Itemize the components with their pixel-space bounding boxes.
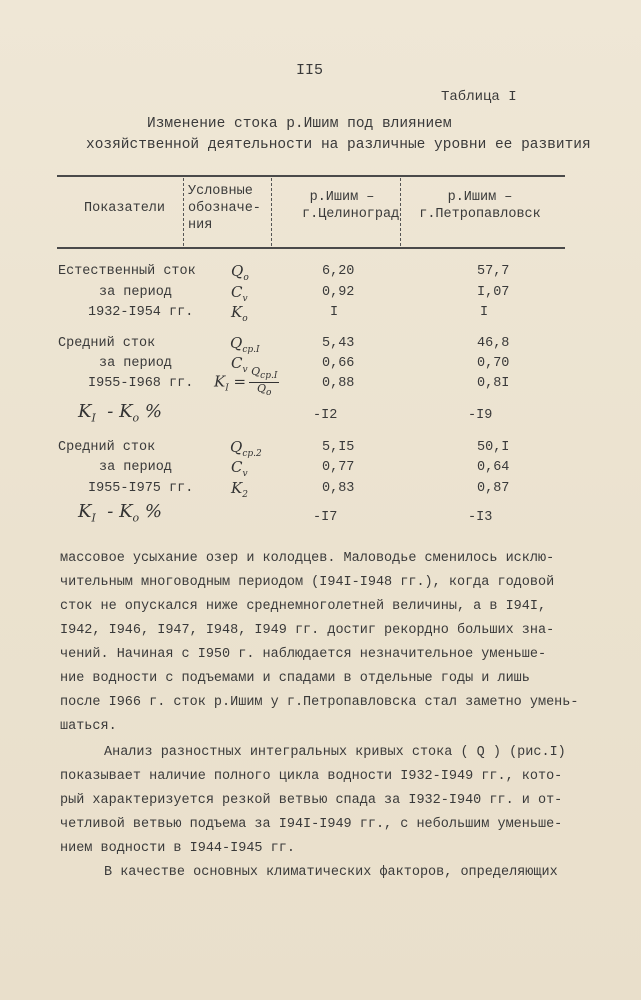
difference-formula: $K_I - K_o$ % <box>78 401 162 425</box>
column-separator <box>183 178 184 246</box>
paragraph-line: четливой ветвью подъема за I94I-I949 гг., с небольшим уменьше- <box>60 817 563 832</box>
paragraph-line: I942, I946, I947, I948, I949 гг. достиг рекордно больших зна- <box>60 623 555 638</box>
column-separator <box>271 178 272 246</box>
table-label: Таблица I <box>441 89 517 105</box>
header-tselinograd: р.Ишим – г.Целиноград <box>302 190 400 222</box>
value-petropavlovsk: 0,8I <box>477 376 510 391</box>
row-label: за период <box>99 356 172 371</box>
row-label: Естественный сток <box>58 264 196 279</box>
table-title-line-1: Изменение стока р.Ишим под влиянием <box>147 116 452 132</box>
value-tselinograd: 0,92 <box>322 285 355 300</box>
row-symbol: $C_v$ <box>231 458 248 479</box>
value-petropavlovsk: -I3 <box>468 510 493 525</box>
table-header-rule <box>57 247 565 249</box>
value-tselinograd: I <box>330 305 339 320</box>
value-tselinograd: -I2 <box>313 408 338 423</box>
ratio-formula: $K_I$ = $\frac{Q_{ср.I}}{Q_o}$ <box>214 365 278 399</box>
row-symbol: $Q_{ср.2}$ <box>230 438 262 459</box>
paragraph-line: рый характеризуется резкой ветвью спада за I932-I940 гг. и от- <box>60 793 563 808</box>
value-tselinograd: 5,43 <box>322 336 355 351</box>
value-petropavlovsk: -I9 <box>468 408 493 423</box>
table-title-line-2: хозяйственной деятельности на различные уровни ее развития <box>86 137 591 153</box>
value-petropavlovsk: I <box>480 305 489 320</box>
page-number: II5 <box>296 62 324 79</box>
row-label: Средний сток <box>58 336 156 351</box>
paragraph-line: В качестве основных климатических факторов, определяющих <box>104 865 558 880</box>
row-symbol: $C_v$ <box>231 354 248 375</box>
paragraph-line: сток не опускался ниже среднемноголетней величины, а в I94I, <box>60 599 547 614</box>
paragraph-line: после I966 г. сток р.Ишим у г.Петропавловска стал заметно умень- <box>60 695 579 710</box>
row-label: за период <box>99 285 172 300</box>
row-symbol: $K_2$ <box>231 479 248 500</box>
column-separator <box>400 178 401 246</box>
row-symbol: $C_v$ <box>231 283 248 304</box>
value-tselinograd: 0,83 <box>322 481 355 496</box>
row-symbol: $Q_o$ <box>231 262 249 283</box>
value-petropavlovsk: I,07 <box>477 285 510 300</box>
paragraph-line: Анализ разностных интегральных кривых стока ( Q ) (рис.I) <box>104 745 566 760</box>
value-tselinograd: 5,I5 <box>322 440 355 455</box>
paragraph-line: чений. Начиная с I950 г. наблюдается незначительное уменьше- <box>60 647 547 662</box>
value-petropavlovsk: 0,87 <box>477 481 510 496</box>
value-tselinograd: 0,88 <box>322 376 355 391</box>
value-petropavlovsk: 50,I <box>477 440 510 455</box>
value-tselinograd: 0,77 <box>322 460 355 475</box>
difference-formula: $K_I - K_o$ % <box>78 501 162 525</box>
paragraph-line: шаться. <box>60 719 117 734</box>
header-petropavlovsk: р.Ишим – г.Петропавловск <box>419 190 541 222</box>
paragraph-line: показывает наличие полного цикла водности I932-I949 гг., кото- <box>60 769 563 784</box>
value-petropavlovsk: 57,7 <box>477 264 510 279</box>
header-symbols: Условные обозначе- ния <box>188 184 261 233</box>
row-symbol: $Q_{ср.I}$ <box>230 334 260 355</box>
row-label: за период <box>99 460 172 475</box>
value-petropavlovsk: 0,64 <box>477 460 510 475</box>
paragraph-line: чительным многоводным периодом (I94I-I948 гг.), когда годовой <box>60 575 555 590</box>
value-petropavlovsk: 46,8 <box>477 336 510 351</box>
paragraph-line: массовое усыхание озер и колодцев. Маловодье сменилось исклю- <box>60 551 555 566</box>
header-indicators: Показатели <box>84 201 166 216</box>
value-tselinograd: 6,20 <box>322 264 355 279</box>
value-tselinograd: 0,66 <box>322 356 355 371</box>
row-label: I955-I975 гг. <box>88 481 194 496</box>
table-top-rule <box>57 175 565 177</box>
row-label: 1932-I954 гг. <box>88 305 194 320</box>
row-label: Средний сток <box>58 440 156 455</box>
paragraph-line: нием водности в I944-I945 гг. <box>60 841 295 856</box>
row-label: I955-I968 гг. <box>88 376 194 391</box>
paragraph-line: ние водности с подъемами и спадами в отдельные годы и лишь <box>60 671 530 686</box>
row-symbol: $K_o$ <box>231 303 248 324</box>
value-tselinograd: -I7 <box>313 510 338 525</box>
value-petropavlovsk: 0,70 <box>477 356 510 371</box>
